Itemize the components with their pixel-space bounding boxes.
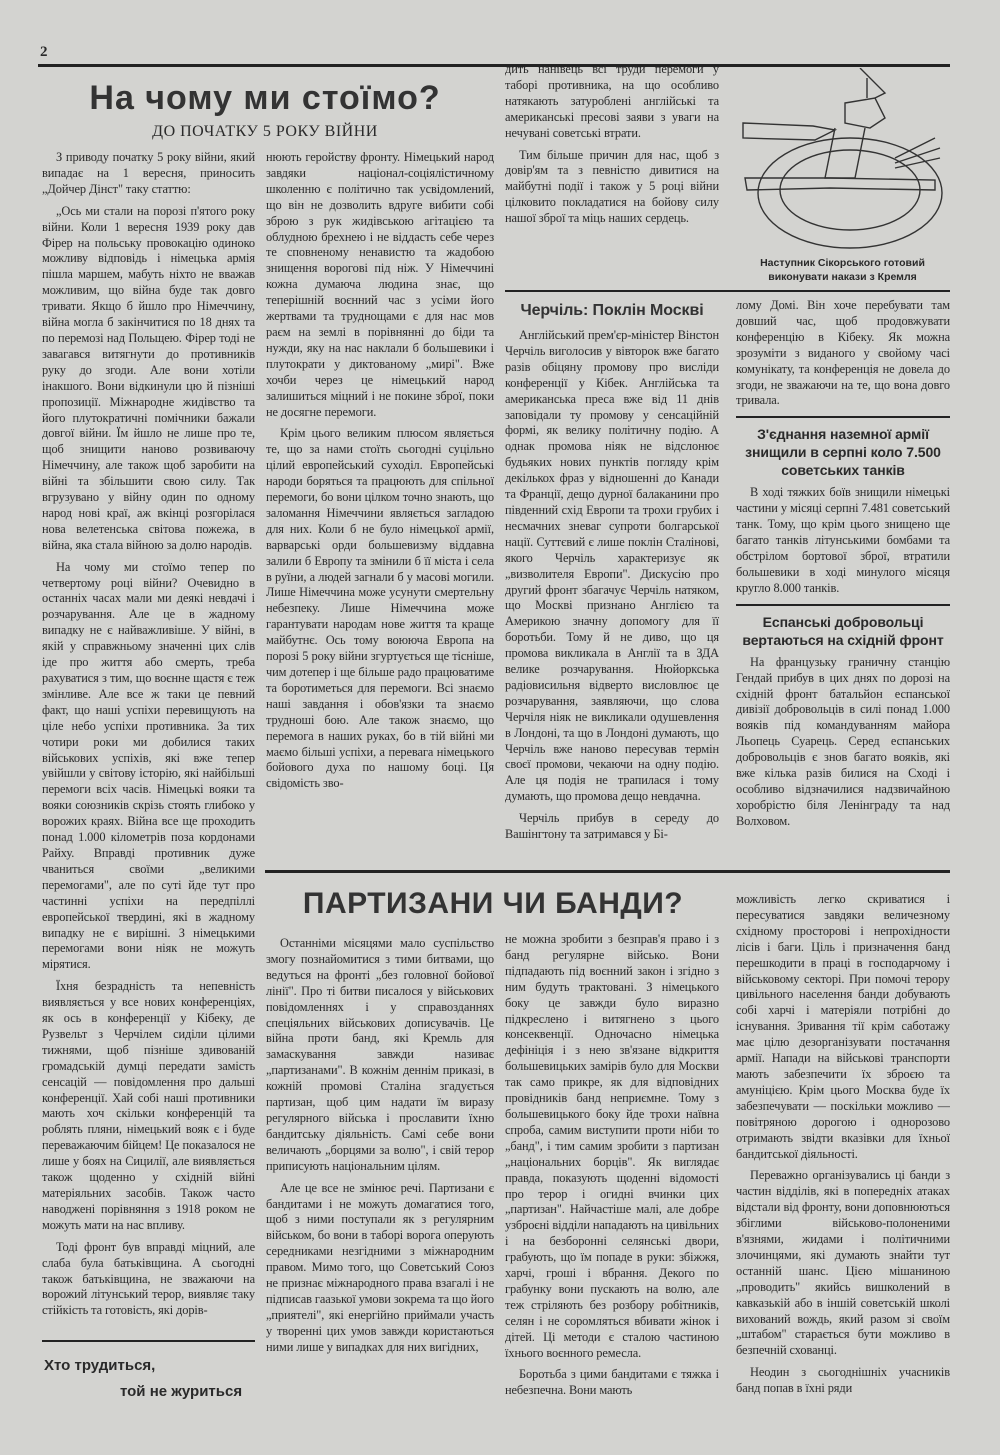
paragraph: Переважно організувались ці банди з частин відділів, які в попередніх атаках відстали від фронту, вони доповнюються збіглими військово-полоненими в'язнями, жидами і політичними злочинцями, які думають знайти тут останній шанс. Цією мішаниною „проводить" якийсь вишколений в кавказькій або в іншій советській школі вихований вождь, який разом зі своїм „штабом" старається бути можливо в безпечній схованці. <box>736 1168 950 1358</box>
paragraph: На французьку граничну станцію Гендай прибув в цих днях по дорозі на східній фронт батальйон еспанської дивізії добровольців в силі понад 1.000 вояків під командуванням майора Льопець Суарець. Серед еспанських добровольців є знов багато вояків, які вже кілька разів билися на Сході і особливо відзначилися надзвичайною хоробрістю біля Ленінграду та над Волховом. <box>736 654 950 828</box>
article1-column-3 <box>505 62 719 284</box>
paragraph: „Ось ми стали на порозі п'ятого року війни. Коли 1 вересня 1939 року дав Фірер на польську провокацію одиноко можливу відповідь і німецька армія пішла маршем, мабуть ніхто не вважав можливим, що війна буде так довго тривати. Якщо б йшло про Німеччину, війна могла б закінчитися по 18 днях та по перемозі над Польщею. Фірер тоді не завагався витягнути до противників руку до згоди. Але вони хотіли інакшого. Вони відкинули цю й пізніші пропозиції. Міжнародне жидівство та його плутократичні помічники бажали довгої війни. Їм йшло не лише про те, щоб знищити наново розвиваючу Німеччину, але також щоб заробити на війні та збільшити свою силу. Так вгрузувано у війну один по одному народ нові краї, аж вкінці розгорілася нова велетенська світова пожежа, в війна, яка стала війною за долю народів. <box>42 203 255 552</box>
paragraph: Але це все не змінює речі. Партизани є бандитами і не можуть домагатися того, щоб з ними поступали як з регулярним військом, бо вони в таборі ворога оперують середниками незгідними з міжнародним правом. Мимо того, що Советський Союз не признає міжнародного права взагалі і не підписав гаазької умови зокрема та що його „приятелі", які енергійно приймали участь у творенні цих умов завжди користаються ними лише у випадках для них вигідних, <box>266 1180 494 1354</box>
article1-column-2 <box>266 150 494 860</box>
article-headline: ПАРТИЗАНИ ЧИ БАНДИ? <box>302 887 684 920</box>
paragraph: З приводу початку 5 року війни, який випадає на 1 вересня, приносить „Дойчер Дінст" таку статтю: <box>42 150 255 196</box>
section-rule <box>42 1340 255 1342</box>
paragraph: В ході тяжких боїв знищили німецькі частини у місяці серпні 7.481 советський танк. Тому, що крім цього знищено ще багато танків літунськими бомбами та обстрілом бортової зброї, втратили большевики в ході минулого місяця кругло 8.000 танків. <box>736 485 950 595</box>
paragraph: На чому ми стоїмо тепер по четвертому році війни? Очевидно в останніх часах мали ми деякі невдачі і розчарування. Але це в жадному випадку не є найважливіше. У війні, в якій у справжньому значенні цих слів іде про життя або смерть, треба рахуватися з тим, що воєнне щастя є теж змінливе. Але все ж таки це певний факт, що наші успіхи перевищують на ціле небо успіхи противника. За тих чотири роки ми добилися таких військових успіхів, які вже тепер увійшли у світову історію, які найбільші перемоги всіх часів. Німецькі вояки та вояки союзників скрізь стоять глибоко у ворожих краях. Війна все ще проходить понад 1.000 кілометрів поза кордонами Райху. Вправді противник дуже чваниться своїми „великими перемогами", але по суті йде тут про частинні успіхи на передпіллі европейської твердині, які в жадному випадку не є вирішні. З німецькими перемогами вони ніяк не можуть мірятися. <box>42 559 255 972</box>
paragraph: Черчіль прибув в середу до Вашінгтону та затримався у Бі- <box>505 811 719 842</box>
paragraph: Останніми місяцями мало суспільство змогу познайомитися з тими битвами, що ведуться на фронті „без головної бойової лінії". Про ті битви писалося у військових повідомленнях і у справозданнях спеціяльних військових дописувачів. Це війна проти банд, які Кремль для замаскування завжди називає „партизанами". В кожнім деннім приказі, в кожній промові Сталіна згадується партизан, щоб цим надати їм виразу регулярного війська і прославити їхню бандитську діяльність. Самі себе вони величають „борцями за волю", і свій терор приписують національним цілям. <box>266 936 494 1173</box>
paragraph: дить нанівець всі труди перемоги у таборі противника, на що особливо натякають затуроблені англійські та американські пресові заяви з уваги на нечувані советські втрати. <box>505 62 719 140</box>
cartoon-caption <box>735 256 950 284</box>
paragraph: Англійський прем'єр-міністер Вінстон Черчіль виголосив у вівторок вже багато разів обіцяну промову про висліди конференції у Кібек. Англійська та американська преса вже від 11 днів заповідали ту промову у сенсаційній формі, як велику політичну подію. А однак промова ніяк не відслонює будьяких нових пунктів погляду крім декількох фраз у відношенні до Канади та Франції, дещо дурної балаканини про південний схід Европи та трохи грубих і несмачних зневаг супроти болгарської нації. Суттєвий є лише поклін Сталінові, якого Черчіль характеризує як „визволителя Европи". Дискусію про другий фронт збагачує Черчіль натяком, що Москві признано Англією та Америкою значну допомогу для її боротьби. Тому й не диво, що ця промова викликала в Англії та в ЗДА велике розчарування. Нюйоркська радіовисильня відверто висловлює це розчарування, заявляючи, що слова Черчіля ніяк не викликали одушевлення в Лондоні, та що в Лондоні думають, що Черчіль вже наново пересував термін своєї промови, чекаючи на одну подію. Але ця подія не трапилася і тому думають, що промова дещо невдачна. <box>505 328 719 804</box>
cartoon-drawing <box>735 68 950 253</box>
paragraph: не можна зробити з безправ'я право і з банд регулярне військо. Вони підпадають під воєнний закон і згідно з ним будуть трактовані. З німецького боку це завжди було виразно підкреслено і витягнено з цього консеквенції. Одночасно німецька дефініція і з нею зв'язане відкриття большевицьких замірів було для Москви так само прикре, як для відповідних провідників банд неприємне. Тому з большевицького боку йде трохи наївна спроба, самим виступити проти ніби то „банд", і тим самим зробити з партизан „національних борців". Як виглядає правда, показують щоденні відомості про терор і огидні вчинки цих „партизан". Найчастіше малі, але добре узброєні відділи нападають на цивільних і на безборонні селянські двори, грабують, що їм попаде в руки: збіжжя, харчі, гроші і вбрання. Декого по грабунку вони пускають на волю, але теж стріляють без розбору робітників, селян і не соромляться вбивати жінок і дітей. Ці методи є сталою частиною їхнього воєнного ремесла. <box>505 932 719 1360</box>
paragraph: Тим більше причин для нас, щоб з довір'ям та з певністю дивитися на майбутні події і також у 5 році війни цілковито покладатися на бойову силу нашої зброї та міць наших сердець. <box>505 147 719 226</box>
article2-column-1 <box>505 296 719 860</box>
page-number: 2 <box>40 44 48 60</box>
article-headline: З'єднання наземної армії знищили в серпні коло 7.500 советських танків <box>745 426 941 479</box>
proverb-line-2: той не журиться <box>120 1383 243 1400</box>
article-headline: На чому ми стоїмо? <box>89 79 441 117</box>
article-headline: Черчіль: Поклін Москві <box>520 302 704 319</box>
section-rule <box>265 870 950 873</box>
article1-column-1 <box>42 150 255 1333</box>
paragraph: Тоді фронт був вправді міцний, але слаба була батьківщина. А сьогодні також батьківщина, не зважаючи на ворожий літунський терор, виявляє таку стійкість та готовість, які дорів- <box>42 1239 255 1318</box>
section-rule <box>736 604 950 606</box>
article5-column-1 <box>266 936 494 1455</box>
paragraph: нюють геройству фронту. Німецький народ завдяки націонал-соціялістичному школенню є політично так усвідомлений, що він не дозволить вдруге вибити собі зброю з рук жидівською агітацією та облудною брехнею і не віддасть себе через те сповненому ненавистю та жадобою знищення ворогові під ніж. У Німеччині кожна думаюча людина знає, що теперішній воєнний час з усіми його жертвами та труднощами є для нас мов раєм на землі в порівнянні до біди та нужди, яку на нас наклали б большевики і плутократи у диктованому „мирі". Вже хочби через це німецький народ залишиться міцний і не покине зброї, поки не досягне перемоги. <box>266 150 494 419</box>
section-rule <box>736 416 950 418</box>
article5-column-2 <box>505 932 719 1455</box>
paragraph: лому Домі. Він хоче перебувати там довший час, щоб продовжувати конференцію в Кібеку. Як можна зрозуміти з виданого у свойому часі комунікату, та конференція не довела до згоди, не зважаючи на те, що вона довго тривала. <box>736 298 950 408</box>
article-subtitle: ДО ПОЧАТКУ 5 РОКУ ВІЙНИ <box>152 123 378 140</box>
paragraph: можливість легко скриватися і пересуватися завдяки величезному східному просторові і непрохідности лісів і баги. Ціль і призначення банд перешкодити в праці в господарчому і військовому секторі. При помочі терору цивільного населення банди добувають собі харчі і матеріяли потрібні до існування. Зривання тії крім саботажу має цілю дезорганізувати постачання армії. Напади на військові транспорти мають забезпечити їх зброєю та амуніцією. Крім цього Москва буде їх забезпечувати — поскільки можливо — повітряною дорогою і однорозово отримають звідти вказівки для їхньої бандитської діяльності. <box>736 892 950 1161</box>
proverb-line-1: Хто трудиться, <box>44 1357 156 1374</box>
cartoon <box>735 68 950 253</box>
paragraph: Їхня безрадність та непевність виявляється у все нових конференціях, як ось в конференції у Кібеку, де Рузвельт з Черчілем сиділи цілими тижнями, щоб пізніше здивованій громадській думці передати замість сенсацій — повідомлення про дальші конференції. Хай собі наші противники мають хоч скільки конференцій та роблять пляни, німецький вояк є і буде переважаючим бійцем! Це показалося не лише у боях на Сицилії, але виявляється також щоденно у східній війні матеріяльних засобів. Також часто наводжені порівняння з 1918 роком не можуть мати на нас впливу. <box>42 979 255 1232</box>
caption-line: виконувати накази з Кремля <box>768 271 917 283</box>
article5-column-3 <box>736 892 950 1455</box>
right-column-stack <box>736 298 950 864</box>
article-headline: Еспанські добровольці вертаються на східній фронт <box>742 613 944 648</box>
section-rule <box>505 290 950 292</box>
paragraph: Неодин з сьогоднішніх учасників банд попав в їхні ряди <box>736 1365 950 1396</box>
paragraph: Крім цього великим плюсом являється те, що за нами стоїть сьогодні суцільно цілий европейський суходіл. Европейські народи боряться та працюють для спільної перемоги, бо вони цілком точно знають, що заломання Німеччини являється загладою для них. Коли б не було німецької армії, варварські орди большевизму віддавна залили б Европу та змінили б її міста і села в руїни, а людей загнали б у масові могили. Лише Німеччина може усунути смертельну небезпеку. Лише Німеччина може гарантувати народам нове життя та краще майбутнє. Ось тому воююча Европа на порозі 5 року війни згуртується ще тісніше, чим дотепер і ще більше радо працюватиме та боротиметься для перемоги. Всі знаємо наші завдання і обов'язки та знаємо трудноші бою. Але також знаємо, що перемога в наших руках, бо в тій війні ми маємо більші успіхи, а перевага німецького бойового духа по нашому боці. Ця свідомість зво- <box>266 426 494 791</box>
top-rule <box>38 64 950 67</box>
paragraph: Боротьба з цими бандитами є тяжка і небезпечна. Вони мають <box>505 1367 719 1398</box>
caption-line: Наступник Сікорського готовий <box>760 257 925 269</box>
